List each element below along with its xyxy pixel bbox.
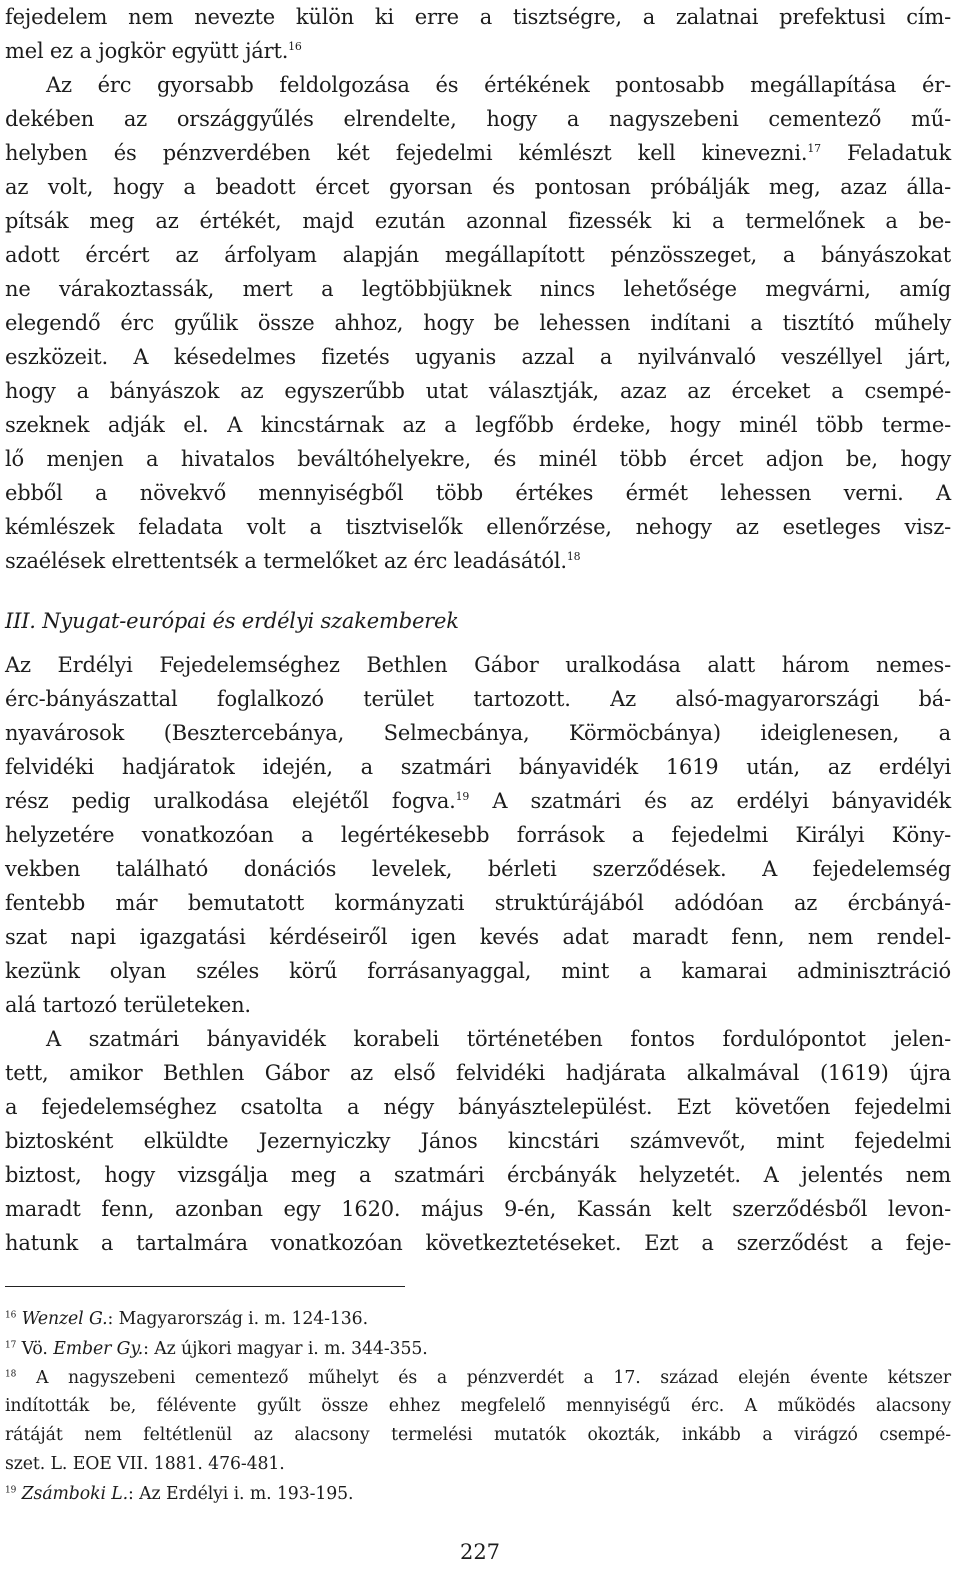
- footnote-author: Wenzel G.: [21, 1309, 108, 1329]
- body-line: dekében az országgyűlés elrendelte, hogy a nagyszebeni cementező mű-: [5, 107, 951, 131]
- body-line: Az érc gyorsabb feldolgozása és értékének pontosabb megállapítása ér-: [46, 73, 951, 97]
- section-heading: III. Nyugat-európai és erdélyi szakemberek: [5, 609, 459, 633]
- footnote: $^{18}$ A nagyszebeni cementező műhelyt és a pénzverdét a 17. század elején évente kétszer: [5, 1368, 951, 1388]
- body-line: érc-bányászattal foglalkozó terület tartozott. Az alsó-magyarországi bá-: [5, 687, 951, 711]
- body-line: az volt, hogy a beadott ércet gyorsan és pontosan próbálják meg, azaz álla-: [5, 175, 951, 199]
- body-line: biztosként elküldte Jezernyiczky János kincstári számvevőt, mint fejedelmi: [5, 1129, 951, 1153]
- body-line: lő menjen a hivatalos beváltóhelyekre, és minél több ércet adjon be, hogy: [5, 447, 951, 471]
- footnote: $^{17}$ Vö. Ember Gy.: Az újkori magyar i. m. 344-355.: [5, 1339, 428, 1359]
- footnote: $^{19}$ Zsámboki L.: Az Erdélyi i. m. 193-195.: [5, 1484, 354, 1504]
- body-line: ebből a növekvő mennyiségből több értékes érmét lehessen verni. A: [5, 481, 951, 505]
- body-line: fejedelem nem nevezte külön ki erre a tisztségre, a zalatnai prefektusi cím-: [5, 5, 951, 29]
- footnote-author: Zsámboki L.: [21, 1484, 129, 1504]
- footnote-number: 17: [5, 1340, 17, 1351]
- body-line: Az Erdélyi Fejedelemséghez Bethlen Gábor uralkodása alatt három nemes-: [5, 653, 951, 677]
- footnote-ref[interactable]: 18: [566, 549, 581, 563]
- footnote-ref[interactable]: 16: [288, 39, 302, 53]
- body-line: helyzetére vonatkozóan a legértékesebb források a fejedelmi Királyi Köny-: [5, 823, 951, 847]
- page-number: 227: [459, 1540, 501, 1564]
- body-line: alá tartozó területeken.: [5, 993, 251, 1017]
- footnote-ref[interactable]: 17: [807, 141, 821, 155]
- footnote-ref[interactable]: 19: [455, 789, 470, 803]
- body-line: ne várakoztassák, mert a legtöbbjüknek nincs lehetősége megvárni, amíg: [5, 277, 951, 301]
- footnote: $^{16}$ Wenzel G.: Magyarország i. m. 124-136.: [5, 1309, 368, 1329]
- body-line: kémlészek feladata volt a tisztviselők ellenőrzése, nehogy az esetleges visz-: [5, 515, 951, 539]
- body-line: szeknek adják el. A kincstárnak az a legfőbb érdeke, hogy minél több terme-: [5, 413, 951, 437]
- body-line: adott ércért az árfolyam alapján megállapított pénzösszeget, a bányászokat: [5, 243, 951, 267]
- body-line: eszközeit. A késedelmes fizetés ugyanis azzal a nyilvánvaló veszéllyel járt,: [5, 345, 951, 369]
- body-line: biztost, hogy vizsgálja meg a szatmári ércbányák helyzetét. A jelentés nem: [5, 1163, 951, 1187]
- body-line: nyavárosok (Besztercebánya, Selmecbánya, Körmöcbánya) ideiglenesen, a: [5, 721, 951, 745]
- body-line: rész pedig uralkodása elejétől fogva.$^{19}$ A szatmári és az erdélyi bányavidék: [5, 789, 951, 813]
- body-line: kezünk olyan széles körű forrásanyaggal, mint a kamarai adminisztráció: [5, 959, 951, 983]
- body-line: maradt fenn, azonban egy 1620. május 9-én, Kassán kelt szerződésből levon-: [5, 1197, 951, 1221]
- body-line: fentebb már bemutatott kormányzati struktúrájából adódóan az ércbányá-: [5, 891, 951, 915]
- body-line: felvidéki hadjáratok idején, a szatmári bányavidék 1619 után, az erdélyi: [5, 755, 951, 779]
- body-line: mel ez a jogkör együtt járt.$^{16}$: [5, 39, 302, 63]
- body-line: elegendő érc gyűlik össze ahhoz, hogy be lehessen indítani a tisztító műhely: [5, 311, 951, 335]
- footnote-continuation: indították be, félévente gyűlt össze ehhez megfelelő mennyiségű érc. A működés alacsony: [5, 1396, 951, 1416]
- body-line: pítsák meg az értékét, majd ezután azonnal fizessék ki a termelőnek a be-: [5, 209, 951, 233]
- footnote-continuation: szet. L. EOE VII. 1881. 476-481.: [5, 1454, 285, 1474]
- body-line: hogy a bányászok az egyszerűbb utat választják, azaz az érceket a csempé-: [5, 379, 951, 403]
- footnote-number: 19: [5, 1485, 17, 1496]
- footnote-continuation: rátáját nem feltétlenül az alacsony termelési mutatók okozták, inkább a virágzó csempé-: [5, 1425, 951, 1445]
- body-line: helyben és pénzverdében két fejedelmi kémlészt kell kinevezni.$^{17}$ Feladatuk: [5, 141, 951, 165]
- body-line: szaélések elrettentsék a termelőket az érc leadásától.$^{18}$: [5, 549, 581, 573]
- body-line: vekben található donációs levelek, bérleti szerződések. A fejedelemség: [5, 857, 951, 881]
- footnote-separator: [5, 1286, 405, 1287]
- body-line: a fejedelemséghez csatolta a négy bányásztelepülést. Ezt követően fejedelmi: [5, 1095, 951, 1119]
- footnote-author: Ember Gy.: [53, 1339, 144, 1359]
- body-line: A szatmári bányavidék korabeli történetében fontos fordulópontot jelen-: [46, 1027, 951, 1051]
- body-line: hatunk a tartalmára vonatkozóan következtetéseket. Ezt a szerződést a feje-: [5, 1231, 951, 1255]
- footnote-number: 16: [5, 1310, 17, 1321]
- footnote-number: 18: [5, 1369, 17, 1380]
- body-line: szat napi igazgatási kérdéseiről igen kevés adat maradt fenn, nem rendel-: [5, 925, 951, 949]
- body-line: tett, amikor Bethlen Gábor az első felvidéki hadjárata alkalmával (1619) újra: [5, 1061, 951, 1085]
